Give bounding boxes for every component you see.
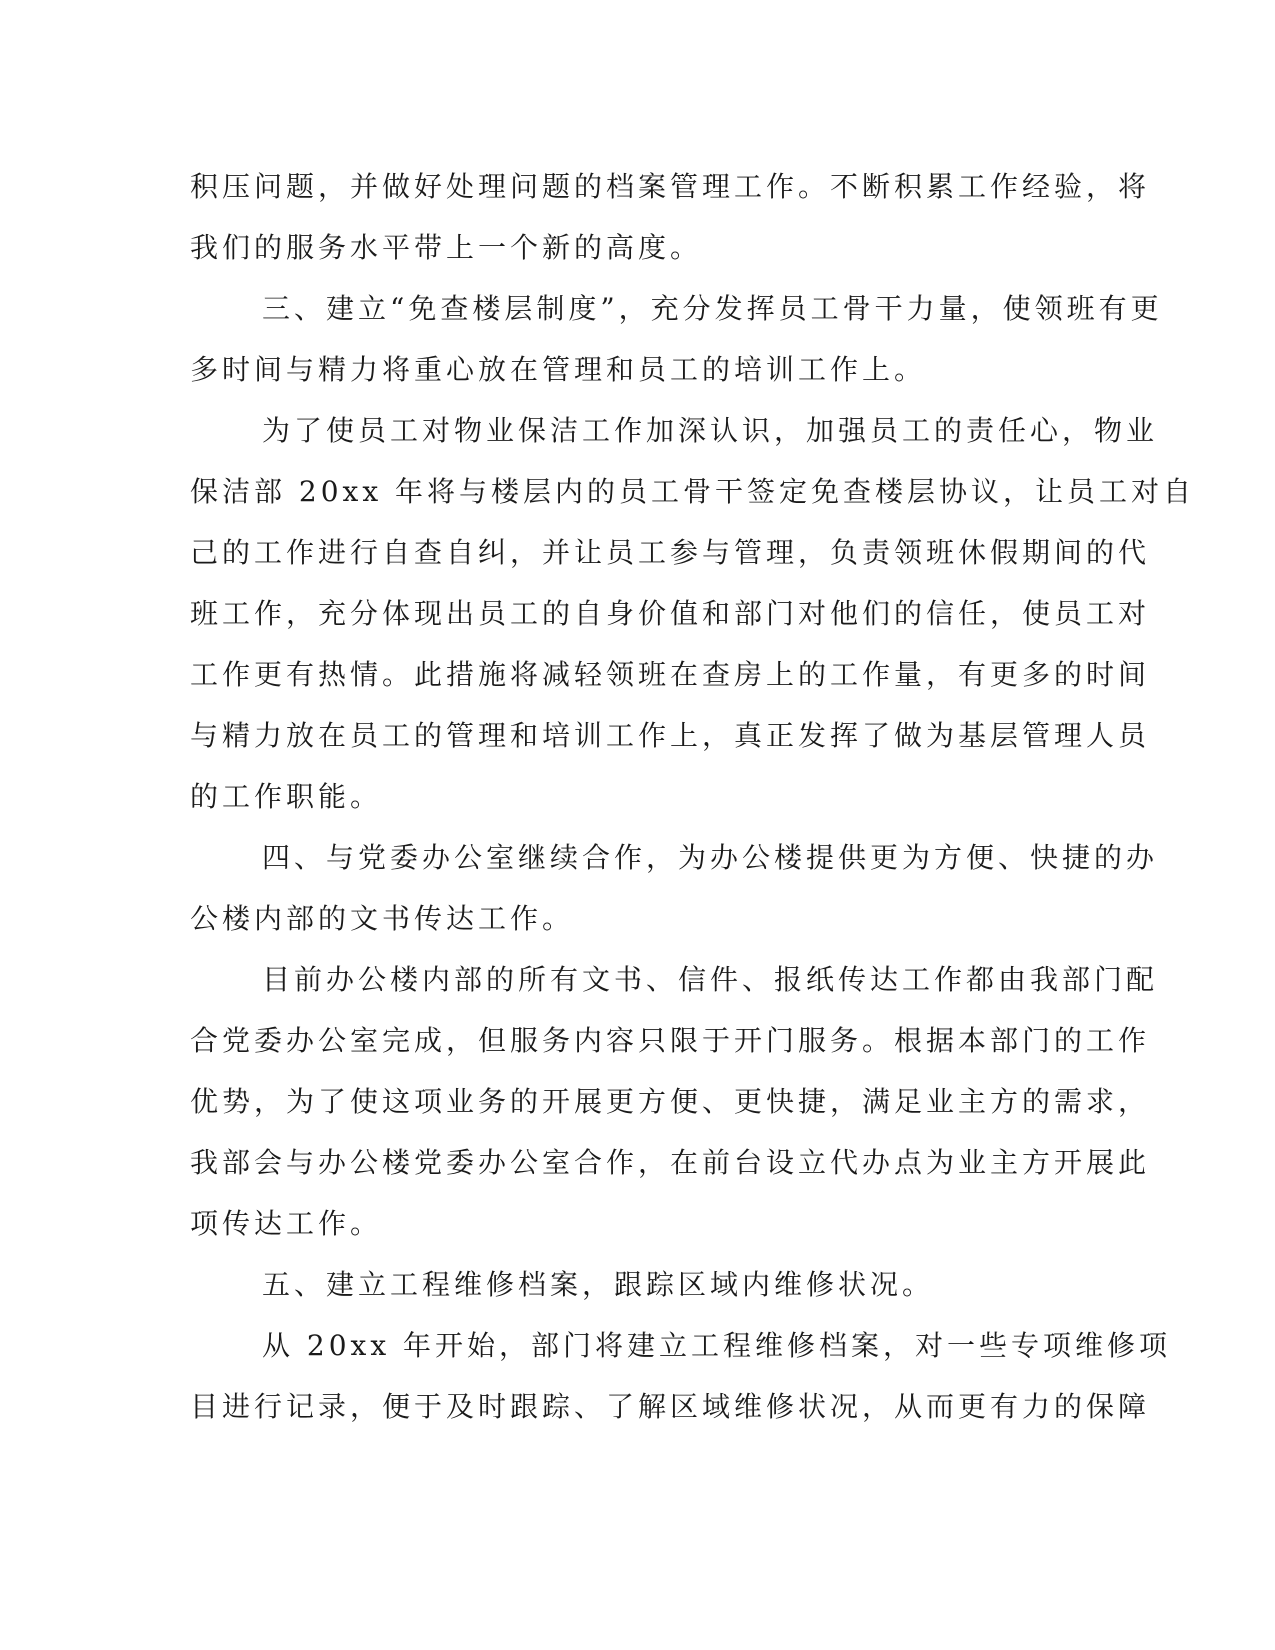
- section-heading-5: 五、建立工程维修档案，跟踪区域内维修状况。: [262, 1268, 935, 1301]
- text-line: 公楼内部的文书传达工作。: [190, 902, 575, 935]
- text-line: 与精力放在员工的管理和培训工作上，真正发挥了做为基层管理人员: [190, 719, 1151, 752]
- paragraph-start: 为了使员工对物业保洁工作加深认识，加强员工的责任心，物业: [262, 414, 1159, 447]
- text-line: 我们的服务水平带上一个新的高度。: [190, 231, 703, 264]
- text-line: 目进行记录，便于及时跟踪、了解区域维修状况，从而更有力的保障: [190, 1390, 1151, 1423]
- section-heading-3: 三、建立“免查楼层制度”，充分发挥员工骨干力量，使领班有更: [262, 292, 1163, 325]
- text-line: 的工作职能。: [190, 780, 383, 813]
- text-line: 我部会与办公楼党委办公室合作，在前台设立代办点为业主方开展此: [190, 1146, 1151, 1179]
- document-body: [190, 156, 1196, 1437]
- section-heading-4: 四、与党委办公室继续合作，为办公楼提供更为方便、快捷的办: [262, 841, 1159, 874]
- paragraph-start: 从 20xx 年开始，部门将建立工程维修档案，对一些专项维修项: [262, 1329, 1172, 1362]
- text-line: 班工作，充分体现出员工的自身价值和部门对他们的信任，使员工对: [190, 597, 1151, 630]
- text-line: 保洁部 20xx 年将与楼层内的员工骨干签定免查楼层协议，让员工对自: [190, 475, 1196, 508]
- text-line: 己的工作进行自查自纠，并让员工参与管理，负责领班休假期间的代: [190, 536, 1151, 569]
- text-line: 合党委办公室完成，但服务内容只限于开门服务。根据本部门的工作: [190, 1024, 1151, 1057]
- paragraph-start: 目前办公楼内部的所有文书、信件、报纸传达工作都由我部门配: [262, 963, 1159, 996]
- text-line: 优势，为了使这项业务的开展更方便、更快捷，满足业主方的需求，: [190, 1085, 1151, 1118]
- text-line: 积压问题，并做好处理问题的档案管理工作。不断积累工作经验，将: [190, 170, 1151, 203]
- text-line: 工作更有热情。此措施将减轻领班在查房上的工作量，有更多的时间: [190, 658, 1151, 691]
- text-line: 项传达工作。: [190, 1207, 383, 1240]
- text-line: 多时间与精力将重心放在管理和员工的培训工作上。: [190, 353, 927, 386]
